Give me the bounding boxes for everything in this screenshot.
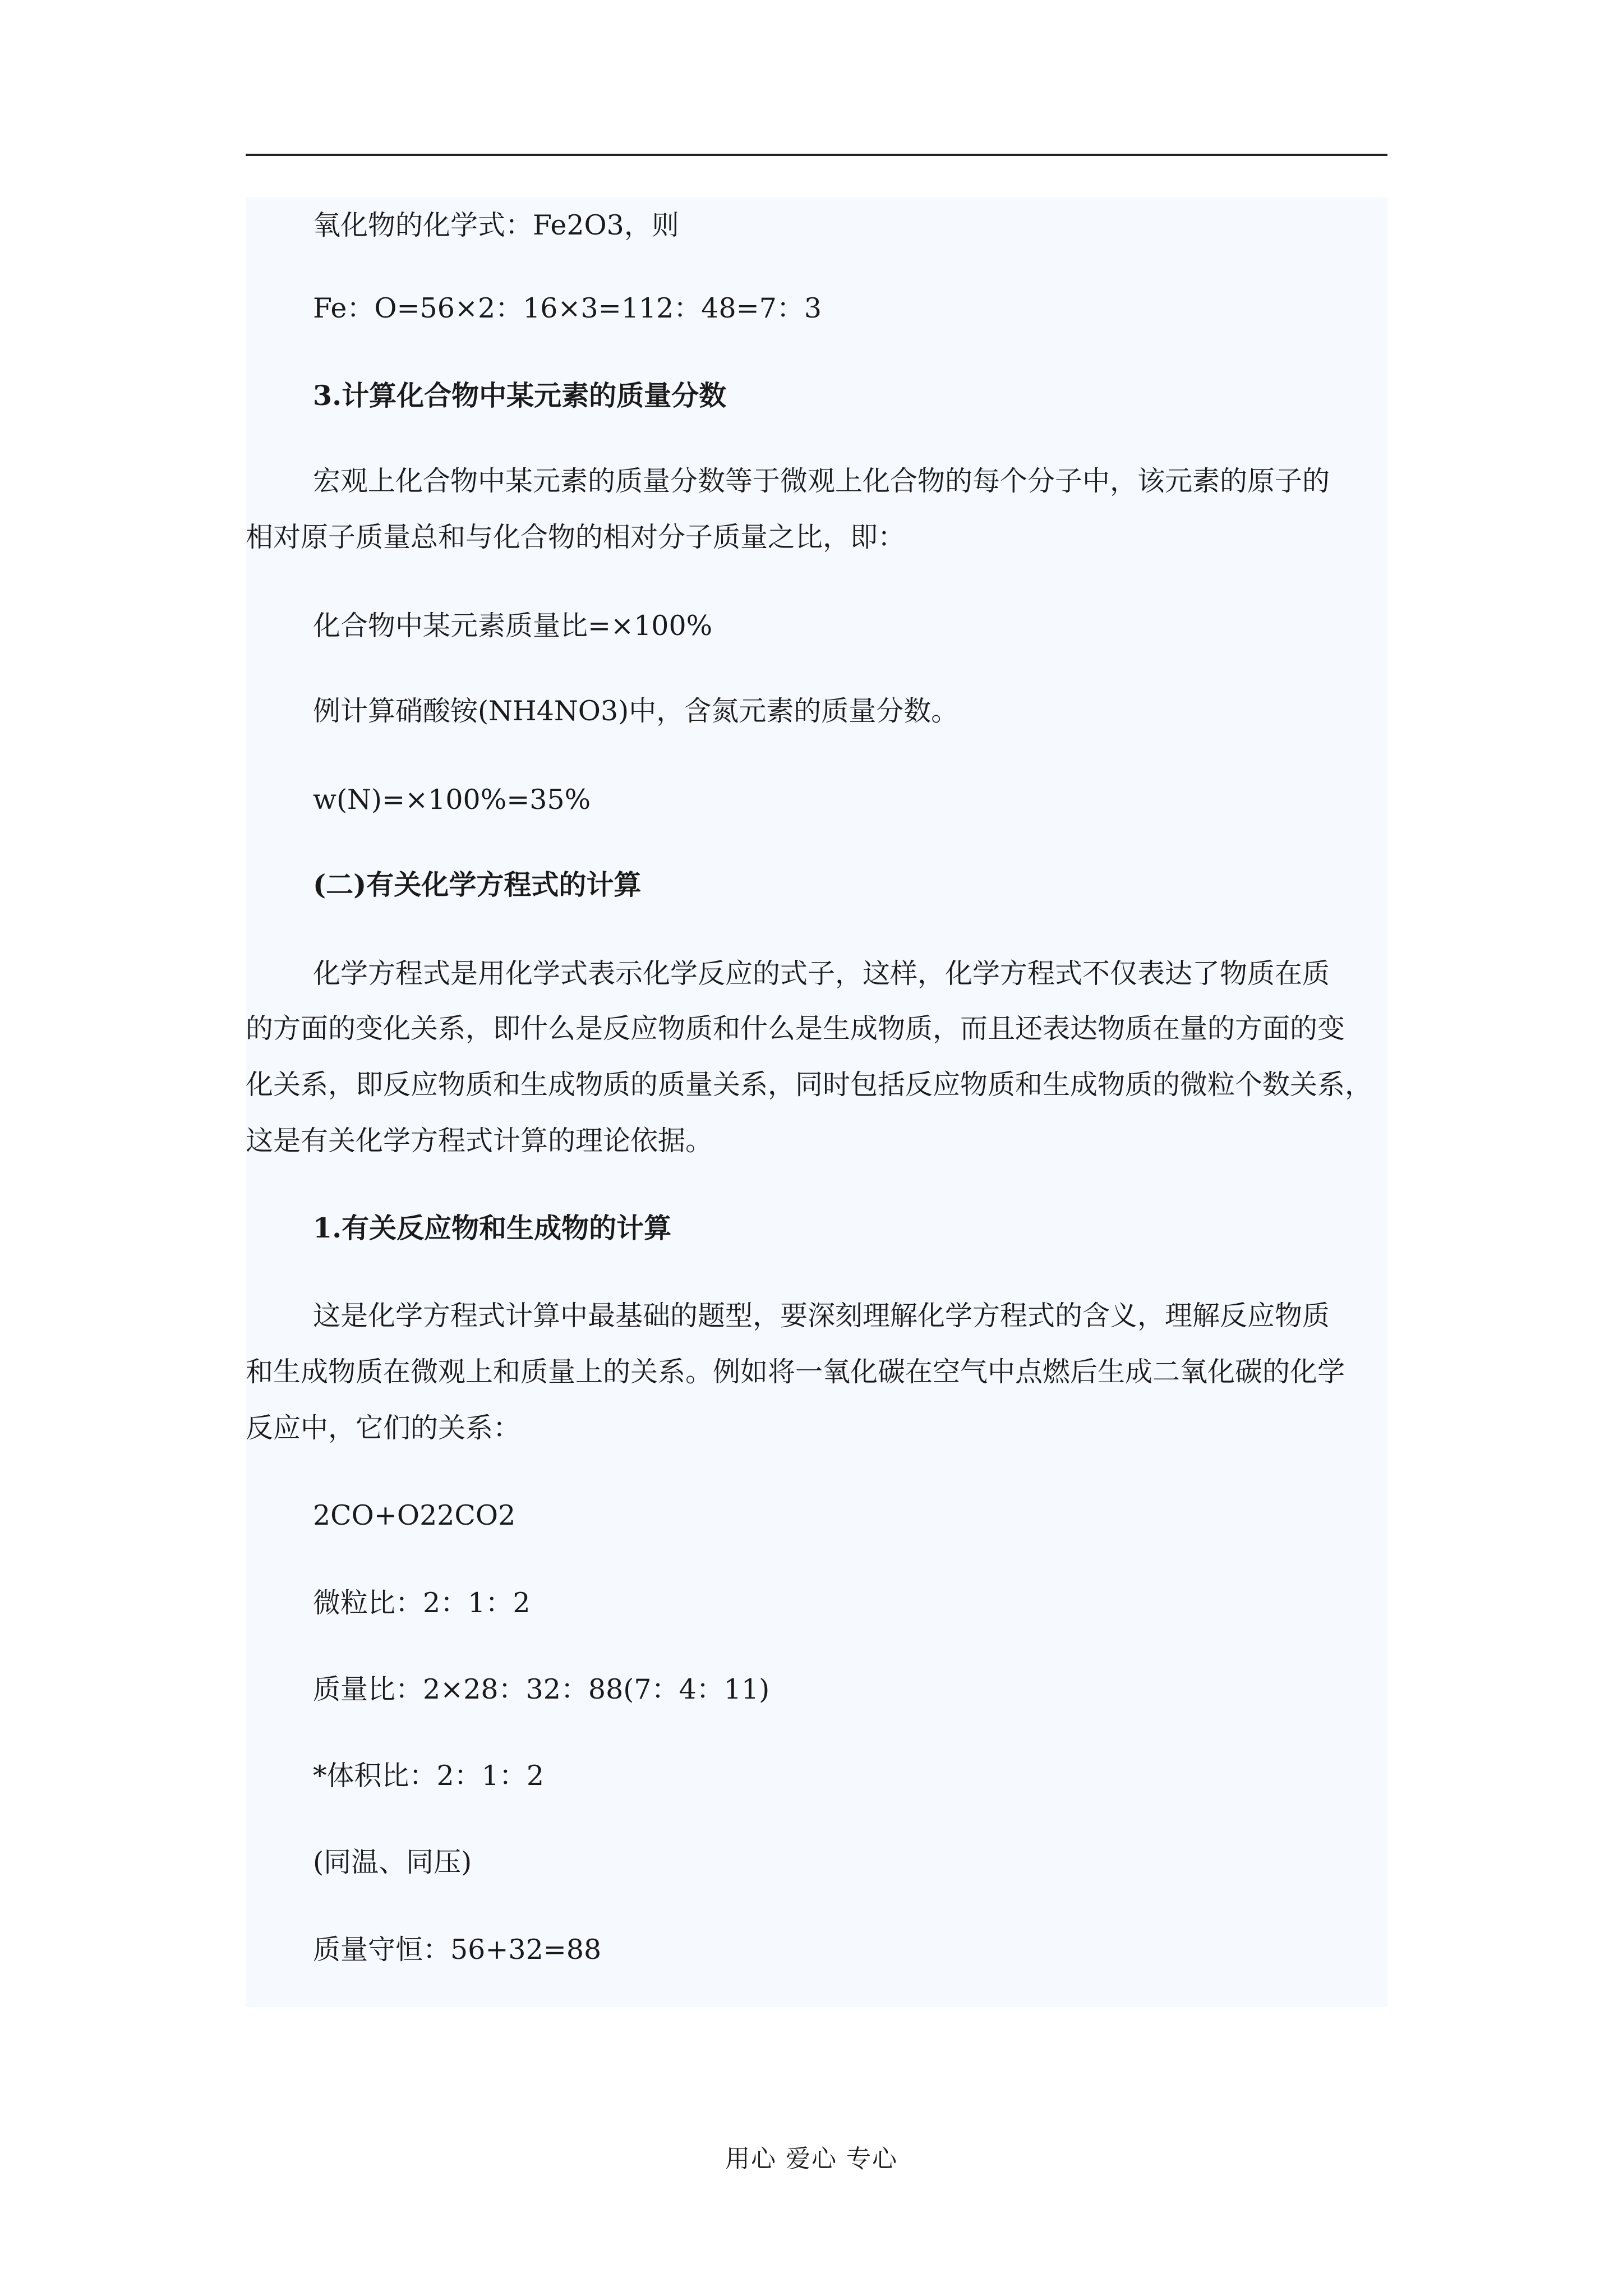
header-rule	[246, 154, 1387, 156]
paragraph-formula: 化合物中某元素质量比=×100%	[313, 610, 713, 642]
paragraph-mass-ratio-2: 质量比：2×28：32：88(7：4：11)	[313, 1673, 770, 1705]
paragraph-equation-line2: 的方面的变化关系，即什么是反应物质和什么是生成物质，而且还表达物质在量的方面的变	[246, 1013, 1345, 1045]
text-line: 宏观上化合物中某元素的质量分数等于微观上化合物的每个分子中，该元素的原子的	[313, 465, 1330, 497]
heading-reactants-products: 1.有关反应物和生成物的计算	[313, 1212, 672, 1244]
heading-mass-fraction: 3.计算化合物中某元素的质量分数	[313, 379, 727, 412]
paragraph-oxide-formula: 氧化物的化学式：Fe2O3，则	[313, 209, 679, 241]
paragraph-mass-fraction-line1	[246, 453, 1330, 509]
paragraph-basic-line3: 反应中，它们的关系：	[246, 1412, 521, 1444]
paragraph-equation-line1	[246, 946, 1330, 1001]
paragraph-particle-ratio: 微粒比：2：1：2	[313, 1587, 531, 1619]
paragraph-basic-line1	[246, 1288, 1330, 1343]
paragraph-mass-ratio: Fe：O=56×2：16×3=112：48=7：3	[313, 292, 822, 324]
paragraph-conditions: (同温、同压)	[313, 1846, 472, 1878]
paragraph-equation-line4: 这是有关化学方程式计算的理论依据。	[246, 1125, 713, 1157]
document-body	[246, 197, 1387, 2007]
paragraph-mass-fraction-line2: 相对原子质量总和与化合物的相对分子质量之比，即：	[246, 521, 906, 553]
page-footer: 用心 爱心 专心	[725, 2145, 898, 2173]
paragraph-volume-ratio: *体积比：2：1：2	[313, 1760, 545, 1792]
heading-equation-calc: (二)有关化学方程式的计算	[313, 868, 642, 901]
paragraph-mass-conservation: 质量守恒：56+32=88	[313, 1934, 602, 1966]
paragraph-basic-line2: 和生成物质在微观上和质量上的关系。例如将一氧化碳在空气中点燃后生成二氧化碳的化学	[246, 1356, 1345, 1388]
paragraph-reaction: 2CO+O22CO2	[313, 1499, 516, 1531]
text-line: 这是化学方程式计算中最基础的题型，要深刻理解化学方程式的含义，理解反应物质	[313, 1300, 1330, 1332]
paragraph-equation-line3: 化关系，即反应物质和生成物质的质量关系，同时包括反应物质和生成物质的微粒个数关系，	[246, 1069, 1373, 1101]
paragraph-example: 例计算硝酸铵(NH4NO3)中，含氮元素的质量分数。	[313, 695, 959, 727]
paragraph-result: w(N)=×100%=35%	[313, 784, 591, 816]
text-line: 化学方程式是用化学式表示化学反应的式子，这样，化学方程式不仅表达了物质在质	[313, 958, 1330, 990]
